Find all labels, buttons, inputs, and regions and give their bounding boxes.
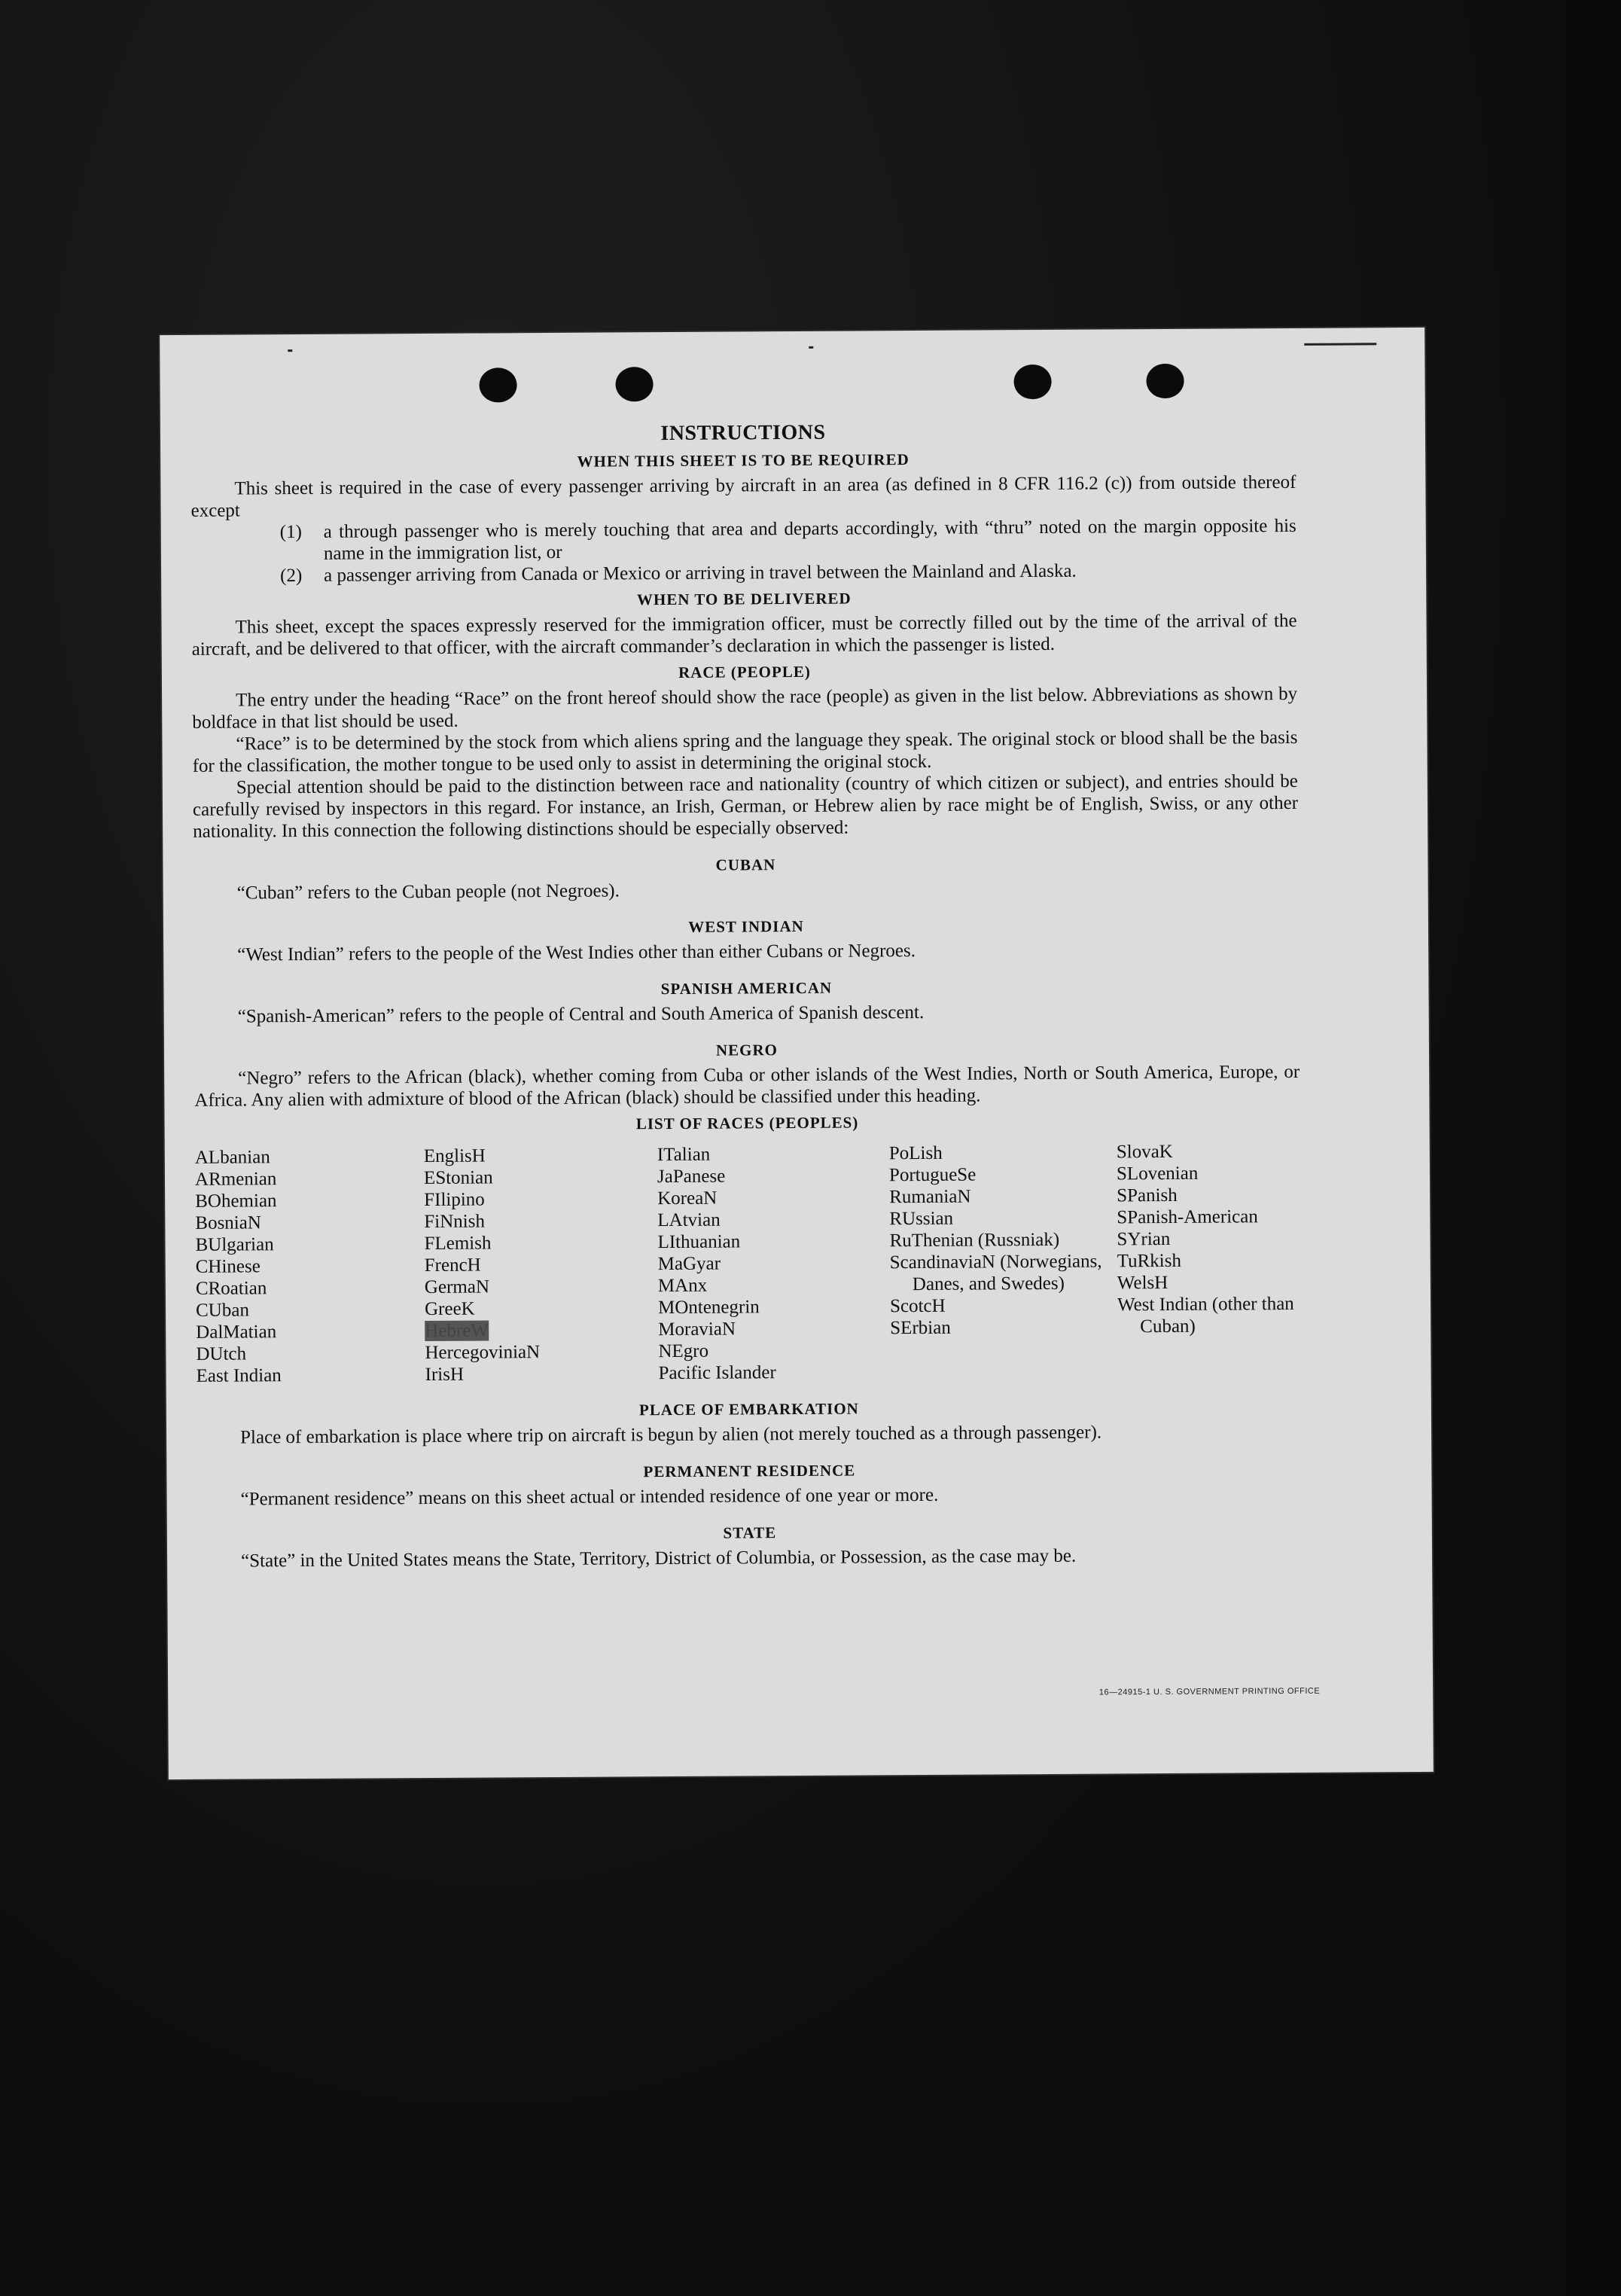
punch-hole (1013, 364, 1051, 399)
race-entry: ScandinaviaN (Norwegians, Danes, and Swedes) (889, 1251, 1102, 1295)
exception-item-2-text: a passenger arriving from Canada or Mexico or arriving in travel between the Mainland and Alaska. (324, 560, 1077, 586)
race-entry: PortugueSe (888, 1164, 977, 1186)
race-entry: SYrian (1117, 1228, 1171, 1250)
race-entry: LIthuanian (657, 1231, 741, 1253)
heading-west-indian: WEST INDIAN (688, 916, 804, 936)
race-entry: SPanish-American (1117, 1206, 1258, 1228)
race-entry: MAnx (657, 1275, 708, 1297)
race-entry: EnglisH (423, 1145, 486, 1167)
race-entry: East Indian (196, 1365, 282, 1386)
race-entry: Pacific Islander (658, 1362, 776, 1384)
race-entry: ARmenian (194, 1169, 277, 1190)
race-entry: MoraviaN (658, 1319, 736, 1340)
film-edge (1566, 0, 1621, 2296)
race-entry: ITalian (657, 1144, 711, 1166)
heading-when-required: WHEN THIS SHEET IS TO BE REQUIRED (577, 450, 910, 471)
races-column-3 (657, 1142, 891, 1384)
west-indian-text: “West Indian” refers to the people of the West Indies other than either Cubans or Negroes. (237, 941, 916, 965)
races-column-4 (889, 1141, 1118, 1383)
race-entry: GreeK (424, 1298, 475, 1320)
heading-embarkation: PLACE OF EMBARKATION (638, 1399, 859, 1419)
race-entry: CUban (195, 1300, 249, 1321)
races-column-2 (424, 1144, 659, 1386)
race-entry: MaGyar (657, 1253, 721, 1275)
race-entry: SPanish (1117, 1185, 1178, 1206)
race-entry: RUssian (889, 1208, 954, 1230)
heading-cuban: CUBAN (715, 855, 776, 874)
race-entry: FLemish (424, 1233, 492, 1255)
heading-spanish-american: SPANISH AMERICAN (660, 978, 833, 999)
races-column-5 (1117, 1140, 1302, 1381)
race-entry-struck-out (425, 1319, 658, 1342)
race-entry: DUtch (196, 1343, 247, 1364)
punch-hole (615, 367, 653, 401)
punch-hole (1146, 364, 1184, 398)
exception-item-1-number: (1) (279, 522, 302, 543)
race-entry: KoreaN (657, 1188, 718, 1209)
race-entry: West Indian (other than Cuban) (1117, 1293, 1294, 1337)
printing-office-code: 16—24915-1 U. S. GOVERNMENT PRINTING OFFICE (1098, 1686, 1321, 1697)
race-paragraph-3: Special attention should be paid to the distinction between race and nationality (country of which citizen or subject), and entries should be carefully revised by inspectors in this regard. For instance, an Irish, German, or Hebrew alien by race might be of English, Swiss, or any other nationality. In this connection the following distinctions should be especially observed: (192, 770, 1299, 842)
exception-item-1 (280, 515, 1296, 565)
race-entry: LAtvian (657, 1209, 721, 1231)
margin-tick (809, 346, 813, 349)
struck-out-entry: HebreW (425, 1320, 489, 1342)
heading-negro: NEGRO (715, 1041, 779, 1060)
exception-item-1-text: a through passenger who is merely touching that area and departs accordingly, with “thru” noted on the margin opposite his name in the immigration list, or (323, 515, 1296, 564)
race-entry: BosniaN (195, 1212, 261, 1233)
race-entry: FiNnish (424, 1211, 486, 1233)
heading-state: STATE (723, 1523, 777, 1542)
race-entry: RuThenian (Russniak) (889, 1229, 1060, 1252)
race-entry: SlovaK (1116, 1141, 1173, 1163)
race-entry: SErbian (890, 1317, 951, 1339)
race-entry: BOhemian (195, 1191, 277, 1212)
race-entry: DalMatian (196, 1322, 277, 1343)
race-entry: IrisH (425, 1364, 465, 1386)
race-entry: FrencH (424, 1255, 481, 1276)
punch-hole (479, 367, 516, 402)
when-delivered-text: This sheet, except the spaces expressly reserved for the immigration officer, must be correctly filled out by the time of the arrival of the aircraft, and be delivered to that officer, with the aircraft commander’s declaration in which the passenger is listed. (191, 610, 1297, 660)
race-entry: HercegoviniaN (425, 1342, 541, 1364)
race-entry: CHinese (195, 1256, 261, 1277)
instructions-body (190, 419, 1303, 1572)
race-entry: MOntenegrin (657, 1297, 760, 1319)
race-entry: BUlgarian (195, 1234, 274, 1255)
page-title: INSTRUCTIONS (660, 420, 826, 446)
race-entry: FIlipino (424, 1189, 485, 1211)
margin-tick (1304, 343, 1376, 346)
race-entry: TuRkish (1117, 1250, 1182, 1272)
race-entry: ALbanian (194, 1147, 270, 1168)
permanent-residence-text: “Permanent residence” means on this sheet actual or intended residence of one year or more. (240, 1484, 939, 1510)
race-paragraph-1: The entry under the heading “Race” on the front hereof should show the race (people) as given in the list below. Abbreviations as shown by boldface in that list should be used. (192, 683, 1298, 733)
races-list (195, 1140, 1302, 1387)
exception-item-2-number: (2) (280, 566, 303, 587)
races-column-1 (195, 1145, 425, 1387)
heading-when-delivered: WHEN TO BE DELIVERED (636, 589, 852, 609)
cuban-text: “Cuban” refers to the Cuban people (not Negroes). (236, 880, 620, 904)
heading-race: RACE (PEOPLE) (678, 662, 811, 681)
embarkation-text: Place of embarkation is place where trip on aircraft is begun by alien (not merely touched as a through passenger). (240, 1422, 1102, 1448)
when-required-intro: This sheet is required in the case of every passenger arriving by aircraft in an area (as defined in 8 CFR 116.2 (c)) from outside thereof except (190, 471, 1296, 521)
heading-permanent-residence: PERMANENT RESIDENCE (643, 1461, 856, 1481)
race-entry: WelsH (1117, 1272, 1169, 1294)
margin-tick (288, 349, 292, 352)
race-entry: ScotcH (889, 1295, 946, 1317)
state-text: “State” in the United States means the State, Territory, District of Columbia, or Possession, as the case may be. (241, 1545, 1077, 1572)
spanish-american-text: “Spanish-American” refers to the people of Central and South America of Spanish descent. (237, 1002, 925, 1027)
race-entry: JaPanese (657, 1166, 726, 1188)
instruction-sheet (160, 328, 1434, 1779)
race-entry: SLovenian (1116, 1163, 1199, 1185)
race-entry: CRoatian (195, 1278, 267, 1299)
race-paragraph-2: “Race” is to be determined by the stock from which aliens spring and the language they speak. The original stock or blood shall be the basis for the classification, the mother tongue to be used only to assist in determining the original stock. (192, 727, 1298, 776)
race-entry: RumaniaN (889, 1186, 971, 1208)
race-entry: PoLish (888, 1142, 943, 1164)
negro-text: “Negro” refers to the African (black), whether coming from Cuba or other islands of the West Indies, North or South America, Europe, or Africa. Any alien with admixture of blood of the African (black) should be classified under this heading. (194, 1061, 1300, 1111)
race-entry: NEgro (658, 1340, 709, 1362)
race-entry: GermaN (424, 1276, 490, 1298)
race-entry: EStonian (423, 1167, 493, 1189)
heading-list-of-races: LIST OF RACES (PEOPLES) (635, 1113, 859, 1133)
